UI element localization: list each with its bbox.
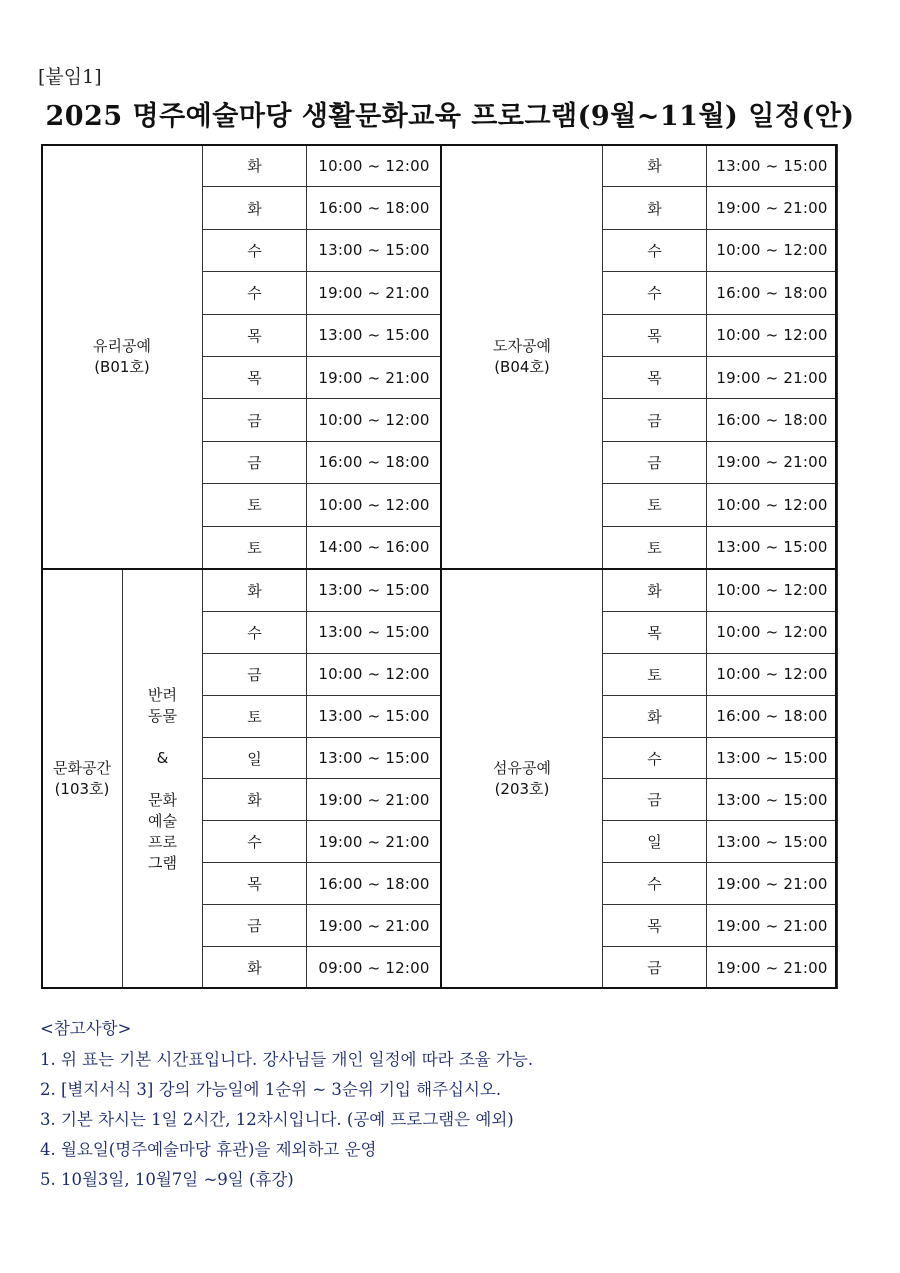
middle-divider: [41, 568, 837, 570]
culture-program-label: [123, 570, 203, 989]
time-cell: 16:00 ~ 18:00: [307, 441, 442, 483]
culture-room-label: [42, 570, 123, 989]
time-cell: 19:00 ~ 21:00: [307, 821, 442, 863]
time-cell: 19:00 ~ 21:00: [707, 947, 838, 989]
day-cell: 금: [603, 399, 707, 441]
day-cell: 화: [203, 779, 307, 821]
time-cell: 13:00 ~ 15:00: [707, 526, 838, 568]
day-cell: 목: [203, 356, 307, 398]
program-label-line: &: [156, 748, 169, 767]
day-cell: 토: [603, 526, 707, 568]
day-cell: 금: [203, 441, 307, 483]
time-cell: 09:00 ~ 12:00: [307, 947, 442, 989]
room-number: (B01호): [94, 357, 150, 376]
time-cell: 19:00 ~ 21:00: [707, 905, 838, 947]
table-row: [442, 145, 838, 187]
time-cell: 13:00 ~ 15:00: [707, 779, 838, 821]
notes-list: [40, 1045, 533, 1195]
room-name: 문화공간: [53, 759, 111, 777]
day-cell: 목: [603, 611, 707, 653]
time-cell: 16:00 ~ 18:00: [707, 399, 838, 441]
day-cell: 목: [603, 905, 707, 947]
time-cell: 13:00 ~ 15:00: [707, 737, 838, 779]
time-cell: 10:00 ~ 12:00: [707, 229, 838, 271]
day-cell: 토: [603, 653, 707, 695]
time-cell: 13:00 ~ 15:00: [707, 821, 838, 863]
schedule-ceramic: [441, 144, 838, 569]
table-row: [442, 570, 838, 612]
day-cell: 금: [203, 905, 307, 947]
time-cell: 13:00 ~ 15:00: [307, 570, 442, 612]
time-cell: 13:00 ~ 15:00: [307, 737, 442, 779]
time-cell: 19:00 ~ 21:00: [307, 272, 442, 314]
day-cell: 화: [203, 187, 307, 229]
day-cell: 수: [203, 272, 307, 314]
room-name: 도자공예: [493, 336, 551, 355]
time-cell: 19:00 ~ 21:00: [707, 356, 838, 398]
time-cell: 19:00 ~ 21:00: [707, 187, 838, 229]
time-cell: 10:00 ~ 12:00: [707, 611, 838, 653]
schedule-culture: [41, 569, 442, 989]
day-cell: 수: [603, 863, 707, 905]
day-cell: 금: [603, 441, 707, 483]
day-cell: 수: [203, 611, 307, 653]
day-cell: 화: [203, 145, 307, 187]
time-cell: 19:00 ~ 21:00: [307, 356, 442, 398]
day-cell: 목: [603, 314, 707, 356]
program-label-line: [123, 769, 202, 790]
day-cell: 목: [603, 356, 707, 398]
time-cell: 16:00 ~ 18:00: [307, 187, 442, 229]
time-cell: 13:00 ~ 15:00: [707, 145, 838, 187]
day-cell: 화: [603, 145, 707, 187]
program-label-line: 프로: [148, 832, 177, 851]
day-cell: 일: [603, 821, 707, 863]
time-cell: 16:00 ~ 18:00: [307, 863, 442, 905]
day-cell: 일: [203, 737, 307, 779]
table-row: [42, 145, 442, 187]
room-number: (103호): [54, 780, 110, 798]
time-cell: 10:00 ~ 12:00: [307, 484, 442, 526]
program-label-line: 그램: [148, 853, 177, 872]
schedule-ceramic-body: [442, 145, 838, 569]
table-row: [42, 570, 442, 612]
day-cell: 토: [203, 526, 307, 568]
time-cell: 13:00 ~ 15:00: [307, 314, 442, 356]
time-cell: 19:00 ~ 21:00: [707, 441, 838, 483]
day-cell: 화: [203, 947, 307, 989]
notes: [40, 1015, 533, 1195]
note-item: 1. 위 표는 기본 시간표입니다. 강사님들 개인 일정에 따라 조율 가능.: [40, 1050, 534, 1069]
day-cell: 금: [203, 653, 307, 695]
center-divider: [440, 144, 442, 989]
time-cell: 19:00 ~ 21:00: [707, 863, 838, 905]
textile-room-label: [442, 570, 603, 989]
program-label-line: [123, 727, 202, 748]
glass-room-label: [42, 145, 203, 569]
ceramic-room-label: [442, 145, 603, 569]
time-cell: 16:00 ~ 18:00: [707, 695, 838, 737]
day-cell: 화: [203, 570, 307, 612]
schedule-textile-body: [442, 570, 838, 989]
time-cell: 19:00 ~ 21:00: [307, 779, 442, 821]
time-cell: 16:00 ~ 18:00: [707, 272, 838, 314]
note-item: 3. 기본 차시는 1일 2시간, 12차시입니다. (공예 프로그램은 예외): [40, 1110, 514, 1129]
day-cell: 금: [603, 779, 707, 821]
page-title: 2025 명주예술마당 생활문화교육 프로그램(9월~11월) 일정(안): [45, 101, 855, 132]
day-cell: 목: [203, 863, 307, 905]
time-cell: 10:00 ~ 12:00: [707, 484, 838, 526]
day-cell: 수: [203, 229, 307, 271]
day-cell: 토: [203, 695, 307, 737]
program-label-line: 동물: [148, 706, 177, 725]
day-cell: 수: [603, 272, 707, 314]
time-cell: 10:00 ~ 12:00: [307, 399, 442, 441]
time-cell: 13:00 ~ 15:00: [307, 695, 442, 737]
note-item: 5. 10월3일, 10월7일 ~9일 (휴강): [40, 1170, 294, 1189]
day-cell: 목: [203, 314, 307, 356]
schedule-glass: [41, 144, 442, 569]
time-cell: 19:00 ~ 21:00: [307, 905, 442, 947]
day-cell: 화: [603, 570, 707, 612]
room-name: 유리공예: [93, 336, 151, 355]
day-cell: 금: [603, 947, 707, 989]
schedule-glass-body: [42, 145, 442, 569]
time-cell: 10:00 ~ 12:00: [307, 145, 442, 187]
program-label-line: 예술: [148, 811, 177, 830]
day-cell: 수: [603, 737, 707, 779]
time-cell: 10:00 ~ 12:00: [707, 570, 838, 612]
time-cell: 10:00 ~ 12:00: [707, 653, 838, 695]
day-cell: 금: [203, 399, 307, 441]
program-label-line: 문화: [148, 790, 177, 809]
time-cell: 14:00 ~ 16:00: [307, 526, 442, 568]
note-item: 4. 월요일(명주예술마당 휴관)을 제외하고 운영: [40, 1140, 377, 1159]
notes-heading: <참고사항>: [40, 1019, 132, 1038]
room-name: 섬유공예: [493, 759, 551, 777]
room-number: (B04호): [494, 357, 550, 376]
day-cell: 토: [603, 484, 707, 526]
note-item: 2. [별지서식 3] 강의 가능일에 1순위 ~ 3순위 기입 해주십시오.: [40, 1080, 502, 1099]
room-number: (203호): [494, 780, 550, 798]
schedule-textile: [441, 569, 838, 989]
day-cell: 화: [603, 695, 707, 737]
day-cell: 토: [203, 484, 307, 526]
day-cell: 화: [603, 187, 707, 229]
attachment-label: [붙임1]: [38, 66, 102, 88]
time-cell: 13:00 ~ 15:00: [307, 611, 442, 653]
program-label-line: 반려: [148, 685, 177, 704]
day-cell: 수: [603, 229, 707, 271]
time-cell: 10:00 ~ 12:00: [707, 314, 838, 356]
schedule-culture-body: [42, 570, 442, 989]
time-cell: 10:00 ~ 12:00: [307, 653, 442, 695]
time-cell: 13:00 ~ 15:00: [307, 229, 442, 271]
day-cell: 수: [203, 821, 307, 863]
